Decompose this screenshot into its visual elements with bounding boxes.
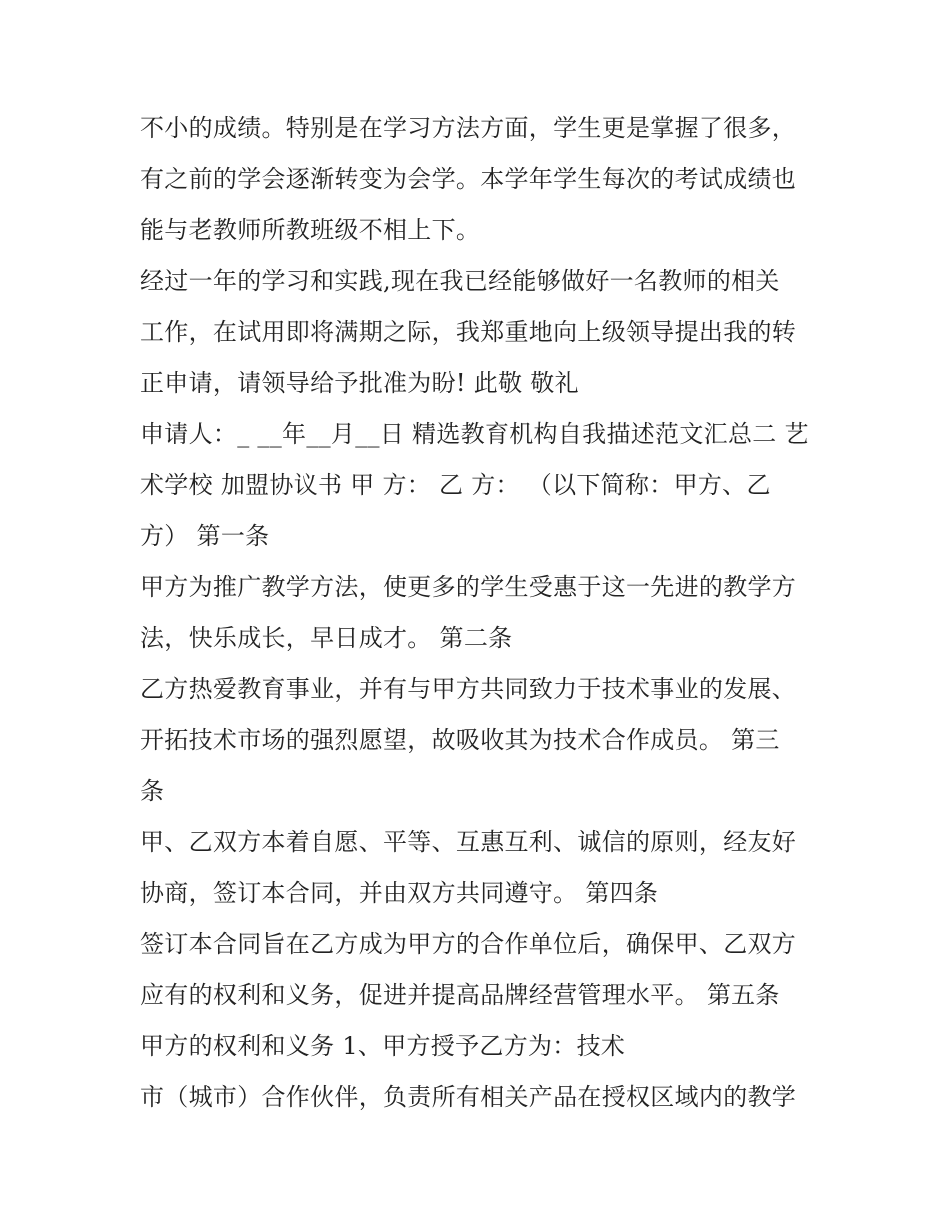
text-line: 甲、乙双方本着自愿、平等、互惠互利、诚信的原则，经友好	[140, 828, 797, 856]
text-line: 能与老教师所教班级不相上下。	[140, 216, 481, 244]
text-line: 术学校 加盟协议书 甲 方： 乙 方： （以下简称：甲方、乙	[140, 471, 771, 499]
text-line: 有之前的学会逐渐转变为会学。本学年学生每次的考试成绩也	[140, 165, 797, 193]
text-line: 开拓技术市场的强烈愿望，故吸收其为技术合作成员。 第三	[140, 726, 780, 754]
text-line: 乙方热爱教育事业，并有与甲方共同致力于技术事业的发展、	[140, 675, 797, 703]
text-line: 协商，签订本合同，并由双方共同遵守。 第四条	[140, 879, 659, 907]
text-line: 条	[140, 777, 165, 805]
text-line: 经过一年的学习和实践,现在我已经能够做好一名教师的相关	[140, 267, 780, 295]
text-line: 方） 第一条	[140, 522, 270, 550]
text-line: 应有的权利和义务，促进并提高品牌经营管理水平。 第五条	[140, 981, 780, 1009]
text-line: 申请人：_ __年__月__日 精选教育机构自我描述范文汇总二 艺	[140, 420, 809, 448]
text-line: 法，快乐成长，早日成才。 第二条	[140, 624, 513, 652]
document-body	[140, 103, 820, 1123]
text-line: 市（城市）合作伙伴，负责所有相关产品在授权区域内的教学	[140, 1083, 797, 1111]
text-line: 甲方的权利和义务 1、甲方授予乙方为：技术	[140, 1032, 626, 1060]
text-line: 不小的成绩。特别是在学习方法方面，学生更是掌握了很多，	[140, 114, 797, 142]
text-line: 工作，在试用即将满期之际，我郑重地向上级领导提出我的转	[140, 318, 797, 346]
text-line: 正申请，请领导给予批准为盼! 此敬 敬礼	[140, 369, 579, 397]
text-line: 甲方为推广教学方法，使更多的学生受惠于这一先进的教学方	[140, 573, 797, 601]
text-line: 签订本合同旨在乙方成为甲方的合作单位后，确保甲、乙双方	[140, 930, 797, 958]
